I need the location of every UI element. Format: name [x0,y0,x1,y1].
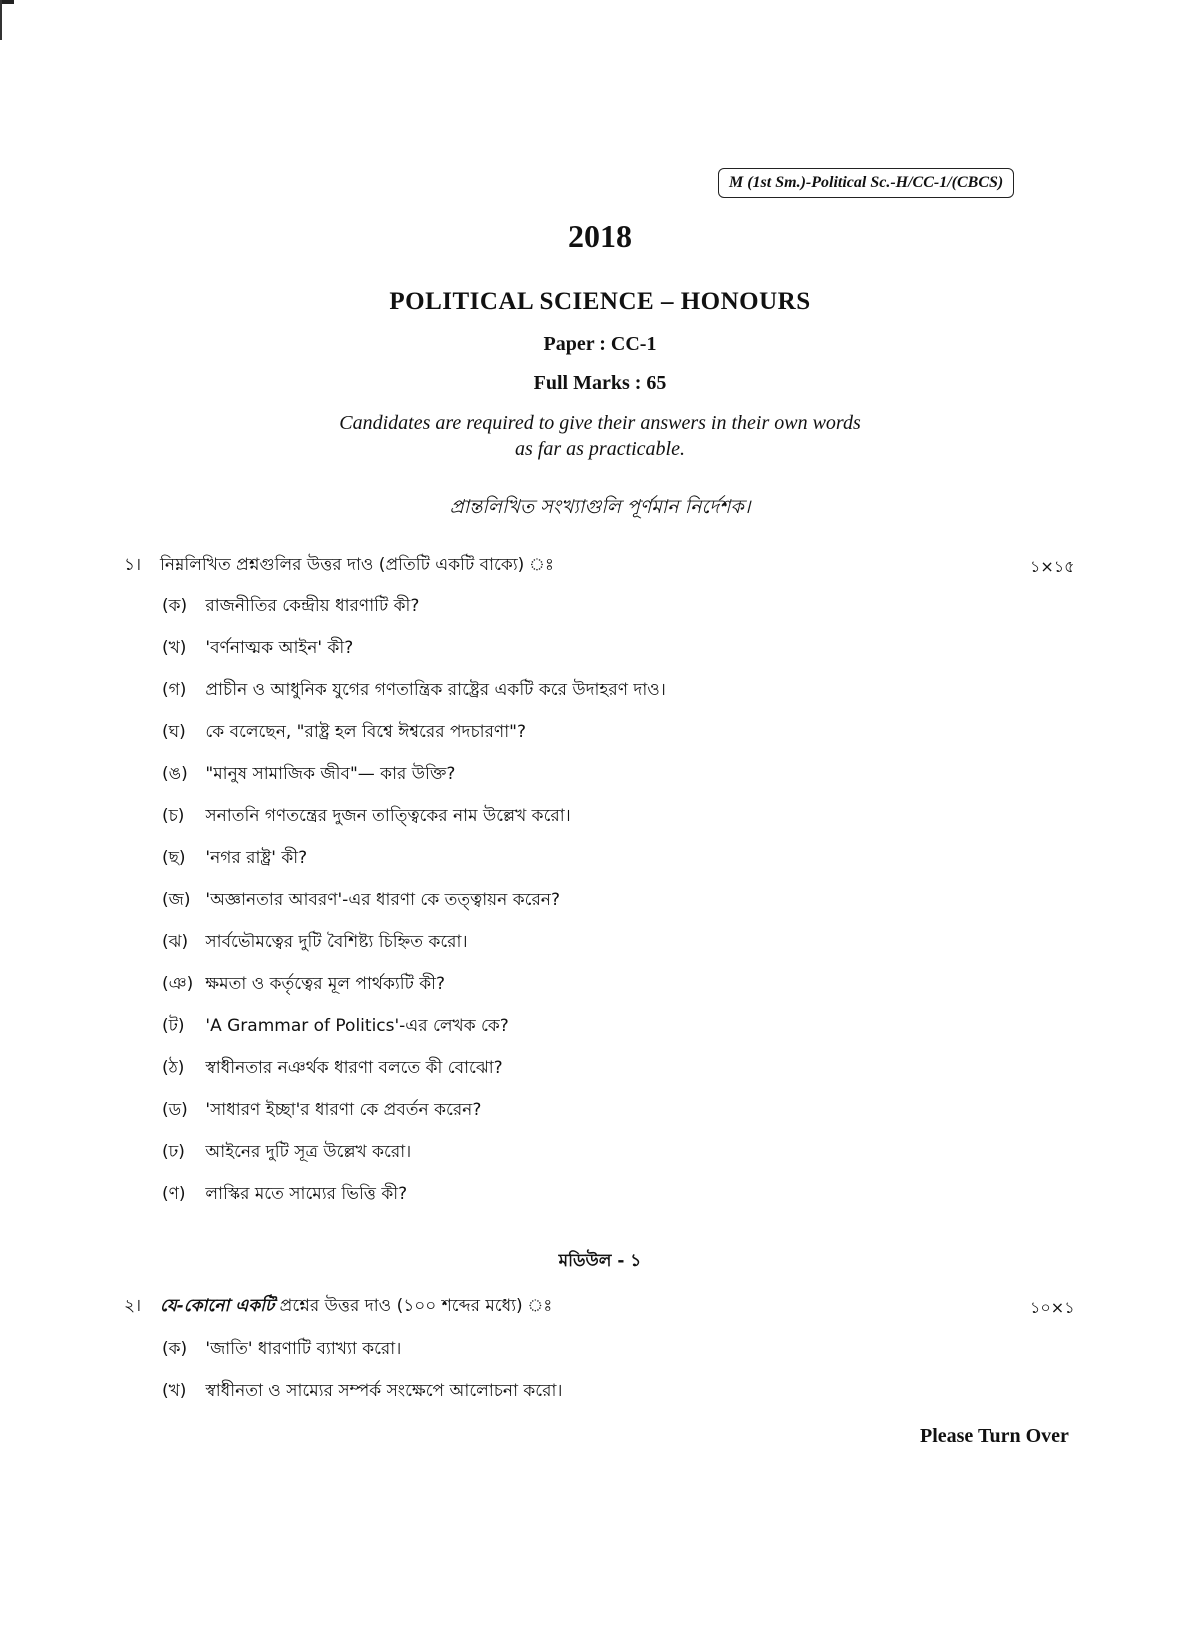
question-2-emphasis: যে-কোনো একটি [160,1296,275,1316]
margin-marks-note: প্রান্তলিখিত সংখ্যাগুলি পূর্ণমান নির্দেশক। [449,496,751,518]
item-label: (ঞ) [162,974,194,994]
item-text: লাস্কির মতে সাম্যের ভিত্তি কী? [205,1184,408,1204]
question-2-number: ২। [124,1296,142,1316]
item-text: 'বর্ণনাত্মক আইন' কী? [205,638,354,658]
list-item [162,1055,503,1083]
list-item [162,635,353,663]
list-item [162,887,560,915]
item-label: (ড) [162,1100,188,1120]
list-item [162,929,468,957]
instruction-line-1: Candidates are required to give their answers in their own words [339,412,861,434]
scan-corner-mark [0,0,14,4]
item-text: 'জাতি' ধারণাটি ব্যাখ্যা করো। [205,1339,402,1359]
module-heading: মডিউল - ১ [558,1251,642,1271]
item-text: সার্বভৌমত্বের দুটি বৈশিষ্ট্য চিহ্নিত করো। [205,932,468,952]
subject-title: POLITICAL SCIENCE – HONOURS [389,288,811,315]
item-label: (ঠ) [162,1058,185,1078]
scan-edge-mark [0,0,2,40]
item-text: 'সাধারণ ইচ্ছা'র ধারণা কে প্রবর্তন করেন? [205,1100,482,1120]
item-text: ক্ষমতা ও কর্তৃত্বের মূল পার্থক্যটি কী? [205,974,446,994]
item-label: (খ) [162,1381,187,1401]
question-2-marks: ১০×১ [1030,1298,1075,1317]
please-turn-over: Please Turn Over [920,1425,1069,1447]
list-item [162,761,455,789]
question-1 [124,552,554,580]
item-text: প্রাচীন ও আধুনিক যুগের গণতান্ত্রিক রাষ্ট্রের একটি করে উদাহরণ দাও। [205,680,666,700]
item-label: (ক) [162,596,188,616]
item-label: (চ) [162,806,185,826]
item-text: 'নগর রাষ্ট্র' কী? [205,848,308,868]
instruction-line-2: as far as practicable. [515,438,685,460]
item-text: আইনের দুটি সূত্র উল্লেখ করো। [205,1142,412,1162]
list-item [162,971,445,999]
list-item [162,845,307,873]
item-label: (ঝ) [162,932,189,952]
list-item [162,1097,481,1125]
question-1-marks: ১×১৫ [1030,557,1075,576]
item-text: স্বাধীনতার নঞর্থক ধারণা বলতে কী বোঝো? [205,1058,503,1078]
list-item [162,1181,407,1209]
instructions [0,410,1200,462]
list-item [162,1336,401,1364]
question-2 [124,1293,552,1321]
list-item [162,593,419,621]
item-label: (জ) [162,890,191,910]
question-1-text: নিম্নলিখিত প্রশ্নগুলির উত্তর দাও (প্রতিটি একটি বাক্যে) ঃ [160,555,554,575]
item-text: 'A Grammar of Politics'-এর লেখক কে? [205,1016,509,1036]
item-label: (ট) [162,1016,185,1036]
item-label: (খ) [162,638,187,658]
item-text: কে বলেছেন, "রাষ্ট্র হল বিশ্বে ঈশ্বরের পদচারণা"? [205,722,526,742]
list-item [162,1013,509,1041]
item-label: (ঘ) [162,722,186,742]
list-item [162,677,666,705]
item-label: (ঢ) [162,1142,185,1162]
full-marks: Full Marks : 65 [533,372,667,394]
item-text: সনাতনি গণতন্ত্রের দুজন তাত্ত্বিকের নাম উল্লেখ করো। [205,806,571,826]
item-label: (ঙ) [162,764,188,784]
item-label: (ণ) [162,1184,186,1204]
item-text: 'অজ্ঞানতার আবরণ'-এর ধারণা কে তত্ত্বায়ন করেন? [205,890,560,910]
item-text: "মানুষ সামাজিক জীব"— কার উক্তি? [205,764,456,784]
question-2-text: প্রশ্নের উত্তর দাও (১০০ শব্দের মধ্যে) ঃ [279,1296,553,1316]
paper-label: Paper : CC-1 [543,333,657,355]
question-1-number: ১। [124,555,142,575]
list-item [162,719,526,747]
exam-year: 2018 [568,218,632,254]
list-item [162,1378,563,1406]
list-item [162,1139,411,1167]
item-text: রাজনীতির কেন্দ্রীয় ধারণাটি কী? [205,596,420,616]
item-label: (ক) [162,1339,188,1359]
item-label: (ছ) [162,848,186,868]
item-text: স্বাধীনতা ও সাম্যের সম্পর্ক সংক্ষেপে আলোচনা করো। [205,1381,563,1401]
item-label: (গ) [162,680,187,700]
paper-code-box: M (1st Sm.)-Political Sc.-H/CC-1/(CBCS) [718,168,1014,198]
list-item [162,803,571,831]
